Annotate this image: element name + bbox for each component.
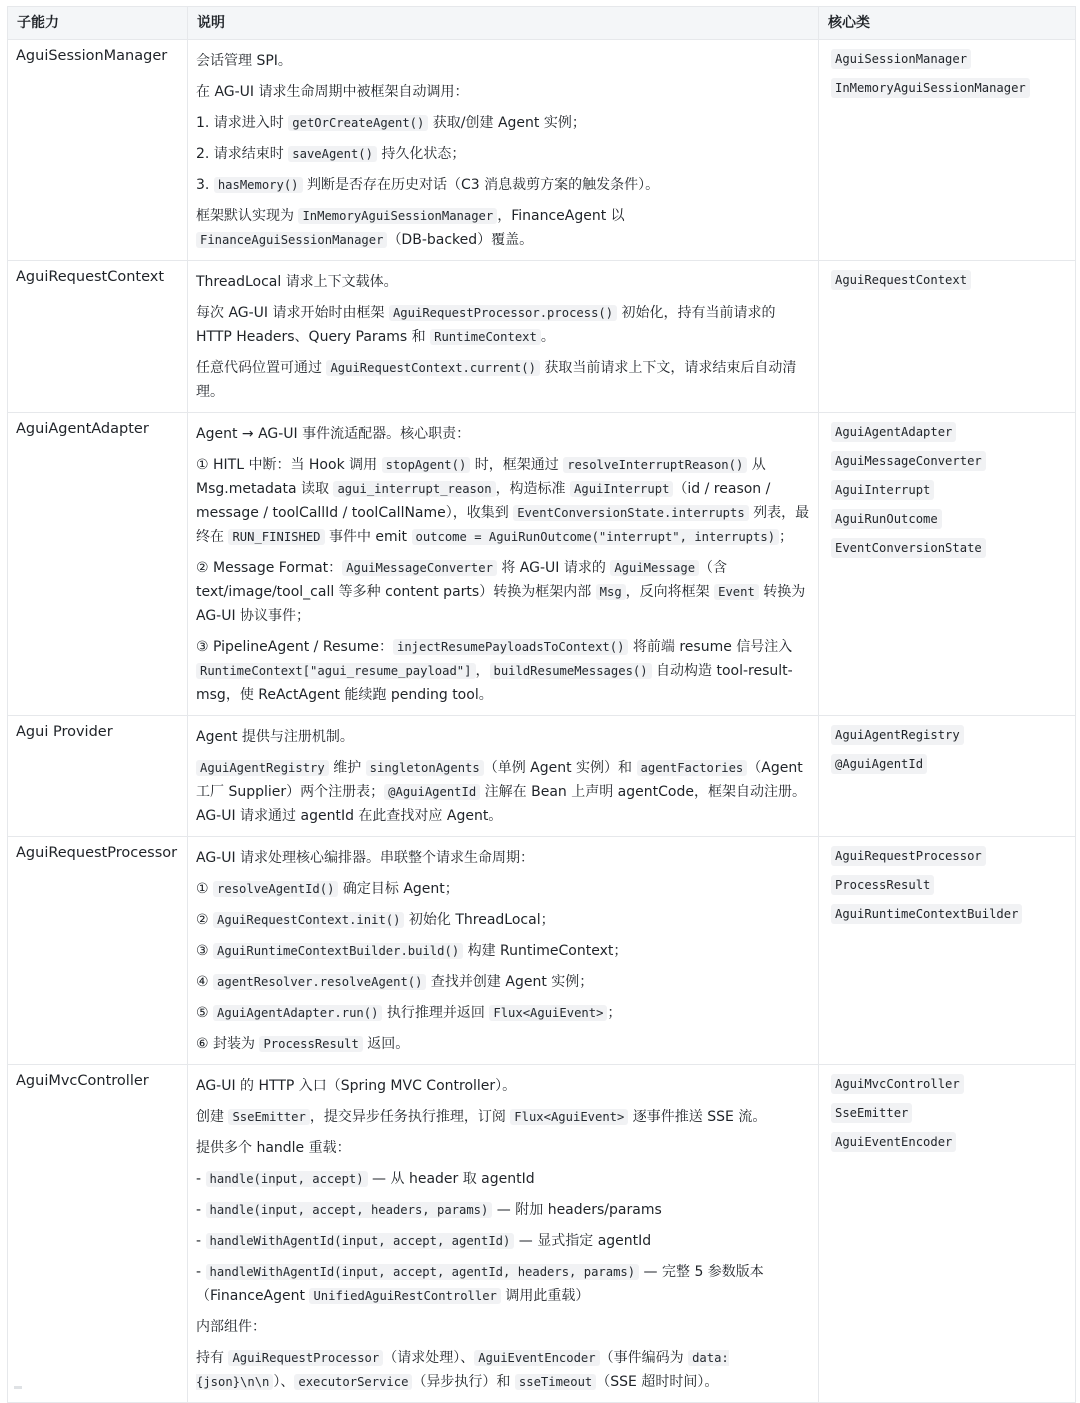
inline-code: RuntimeContext["agui_resume_payload"] — [196, 663, 476, 679]
description-paragraph: 任意代码位置可通过 AguiRequestContext.current() 获取当前请求上下文，请求结束后自动清理。 — [196, 360, 797, 400]
inline-code: sseTimeout — [515, 1374, 596, 1390]
inline-code: UnifiedAguiRestController — [309, 1288, 500, 1304]
inline-code: Flux<AguiEvent> — [489, 1005, 607, 1021]
inline-code: AguiMessageConverter — [342, 560, 497, 576]
table-row — [8, 413, 1076, 716]
inline-code: singletonAgents — [366, 760, 484, 776]
description-paragraph: - handleWithAgentId(input, accept, agentId) — 显式指定 agentId — [196, 1233, 652, 1249]
header-description: 说明 — [188, 7, 819, 40]
table-header-row — [8, 7, 1076, 40]
description-paragraph: Agent 提供与注册机制。 — [196, 729, 354, 745]
capability-description — [188, 40, 819, 261]
description-paragraph: ③ AguiRuntimeContextBuilder.build() 构建 RuntimeContext； — [196, 943, 628, 959]
inline-code: AguiMessage — [610, 560, 699, 576]
inline-code: Flux<AguiEvent> — [510, 1109, 628, 1125]
description-paragraph: 提供多个 handle 重载： — [196, 1140, 351, 1156]
inline-code: Event — [714, 584, 759, 600]
core-class-code: @AguiAgentId — [831, 754, 927, 774]
inline-code: AguiRequestContext.current() — [326, 360, 539, 376]
description-paragraph: ③ PipelineAgent / Resume： injectResumePayloadsToContext() 将前端 resume 信号注入 RuntimeContext["agui_resume_payload"] ， buildResumeMessages() 自动构造 tool-result-msg，使 ReActAgent 能续跑 pending tool。 — [196, 639, 793, 703]
core-classes-cell — [819, 40, 1076, 261]
core-class-code: AguiAgentRegistry — [831, 725, 964, 745]
inline-code: RUN_FINISHED — [228, 529, 324, 545]
description-paragraph: Agent → AG-UI 事件流适配器。核心职责： — [196, 426, 471, 442]
description-paragraph: ② Message Format： AguiMessageConverter 将 AG-UI 请求的 AguiMessage （含 text/image/tool_call 等多种 content parts）转换为框架内部 Msg ，反向将框架 Event 转换为 AG-UI 协议事件； — [196, 560, 806, 624]
inline-code: Msg — [596, 584, 626, 600]
description-paragraph: ⑥ 封装为 ProcessResult 返回。 — [196, 1036, 410, 1052]
core-classes-cell — [819, 1065, 1076, 1403]
core-class-code: AguiRequestContext — [831, 270, 971, 290]
inline-code: RuntimeContext — [430, 329, 541, 345]
inline-code: AguiAgentAdapter.run() — [213, 1005, 382, 1021]
description-paragraph: ④ agentResolver.resolveAgent() 查找并创建 Agent 实例； — [196, 974, 594, 990]
inline-code: AguiRequestContext.init() — [213, 912, 404, 928]
inline-code: resolveInterruptReason() — [563, 457, 747, 473]
inline-code: InMemoryAguiSessionManager — [298, 208, 497, 224]
description-paragraph: 每次 AG-UI 请求开始时由框架 AguiRequestProcessor.process() 初始化，持有当前请求的 HTTP Headers、Query Params 和 RuntimeContext 。 — [196, 305, 776, 345]
core-class-code: AguiMvcController — [831, 1074, 964, 1094]
core-class-code: AguiInterrupt — [831, 480, 934, 500]
inline-code: AguiRequestProcessor — [228, 1350, 383, 1366]
header-capability: 子能力 — [8, 7, 188, 40]
inline-code: injectResumePayloadsToContext() — [393, 639, 628, 655]
inline-code: buildResumeMessages() — [490, 663, 652, 679]
inline-code: getOrCreateAgent() — [288, 115, 428, 131]
core-classes-cell — [819, 261, 1076, 413]
description-paragraph: AG-UI 请求处理核心编排器。串联整个请求生命周期： — [196, 850, 535, 866]
inline-code: handleWithAgentId(input, accept, agentId) — [206, 1233, 515, 1249]
capability-description — [188, 1065, 819, 1403]
inline-code: stopAgent() — [382, 457, 471, 473]
core-class-code: EventConversionState — [831, 538, 986, 558]
core-class-code: AguiMessageConverter — [831, 451, 986, 471]
inline-code: executorService — [294, 1374, 412, 1390]
capability-description — [188, 413, 819, 716]
core-classes-cell — [819, 413, 1076, 716]
core-class-code: AguiRequestProcessor — [831, 846, 986, 866]
inline-code: handle(input, accept, headers, params) — [206, 1202, 493, 1218]
description-paragraph: ThreadLocal 请求上下文载体。 — [196, 274, 398, 290]
table-row — [8, 40, 1076, 261]
inline-code: FinanceAguiSessionManager — [196, 232, 387, 248]
description-paragraph: ① HITL 中断：当 Hook 调用 stopAgent() 时，框架通过 resolveInterruptReason() 从 Msg.metadata 读取 agui_interrupt_reason ，构造标准 AguiInterrupt （id / reason / message / toolCallId / toolCallName），收集到 EventConversionState.interrupts 列表，最终在 RUN_FINISHED 事件中 emit outcome = AguiRunOutcome("interrupt", interrupts) ； — [196, 457, 810, 545]
core-class-code: AguiRuntimeContextBuilder — [831, 904, 1022, 924]
inline-code: AguiRuntimeContextBuilder.build() — [213, 943, 463, 959]
inline-code: handleWithAgentId(input, accept, agentId, headers, params) — [206, 1264, 640, 1280]
core-classes-cell — [819, 837, 1076, 1065]
description-paragraph: ⑤ AguiAgentAdapter.run() 执行推理并返回 Flux<AguiEvent> ； — [196, 1005, 622, 1021]
inline-code: agentResolver.resolveAgent() — [213, 974, 426, 990]
capability-description — [188, 261, 819, 413]
inline-code: data: {json}\n\n — [196, 1351, 729, 1389]
capability-description — [188, 837, 819, 1065]
table-row — [8, 1065, 1076, 1403]
core-class-code: ProcessResult — [831, 875, 934, 895]
description-paragraph: AguiAgentRegistry 维护 singletonAgents （单例 Agent 实例）和 agentFactories （Agent 工厂 Supplier）两个注册表； @AguiAgentId 注解在 Bean 上声明 agentCode，框架自动注册。AG-UI 请求通过 agentId 在此查找对应 Agent。 — [196, 760, 806, 824]
table-row — [8, 716, 1076, 837]
description-paragraph: 持有 AguiRequestProcessor （请求处理）、 AguiEventEncoder （事件编码为 data: {json}\n\n ）、 executorService （异步执行）和 sseTimeout （SSE 超时时间）。 — [196, 1350, 729, 1390]
description-paragraph: 会话管理 SPI。 — [196, 53, 292, 69]
inline-code: @AguiAgentId — [384, 784, 480, 800]
inline-code: saveAgent() — [288, 146, 377, 162]
inline-code: AguiInterrupt — [570, 481, 673, 497]
inline-code: agentFactories — [637, 760, 748, 776]
capability-description — [188, 716, 819, 837]
inline-code: resolveAgentId() — [213, 881, 338, 897]
inline-code: agui_interrupt_reason — [333, 481, 495, 497]
description-paragraph: 创建 SseEmitter ，提交异步任务执行推理，订阅 Flux<AguiEvent> 逐事件推送 SSE 流。 — [196, 1109, 767, 1125]
inline-code: hasMemory() — [214, 177, 303, 193]
capability-name: AguiMvcController — [8, 1065, 188, 1403]
description-paragraph: - handle(input, accept, headers, params) — 附加 headers/params — [196, 1202, 662, 1218]
inline-code: AguiRequestProcessor.process() — [389, 305, 617, 321]
description-paragraph: 内部组件： — [196, 1319, 266, 1335]
core-class-code: AguiEventEncoder — [831, 1132, 956, 1152]
core-class-code: AguiAgentAdapter — [831, 422, 956, 442]
description-paragraph: ① resolveAgentId() 确定目标 Agent； — [196, 881, 459, 897]
capability-name: AguiRequestProcessor — [8, 837, 188, 1065]
table-row — [8, 261, 1076, 413]
scroll-edge-mark — [14, 1386, 22, 1389]
core-classes-cell — [819, 716, 1076, 837]
description-paragraph: 框架默认实现为 InMemoryAguiSessionManager ，FinanceAgent 以 FinanceAguiSessionManager （DB-backed）覆盖。 — [196, 208, 625, 248]
description-paragraph: ② AguiRequestContext.init() 初始化 ThreadLocal； — [196, 912, 555, 928]
table-body — [8, 40, 1076, 1403]
description-paragraph: - handle(input, accept) — 从 header 取 agentId — [196, 1171, 535, 1187]
description-paragraph: AG-UI 的 HTTP 入口（Spring MVC Controller）。 — [196, 1078, 517, 1094]
core-class-code: SseEmitter — [831, 1103, 912, 1123]
core-class-code: AguiSessionManager — [831, 49, 971, 69]
inline-code: handle(input, accept) — [206, 1171, 368, 1187]
core-class-code: InMemoryAguiSessionManager — [831, 78, 1030, 98]
core-class-code: AguiRunOutcome — [831, 509, 942, 529]
capability-name: AguiRequestContext — [8, 261, 188, 413]
description-paragraph: 在 AG-UI 请求生命周期中被框架自动调用： — [196, 84, 469, 100]
description-paragraph: 1. 请求进入时 getOrCreateAgent() 获取/创建 Agent 实例； — [196, 115, 586, 131]
capability-name: Agui Provider — [8, 716, 188, 837]
inline-code: SseEmitter — [228, 1109, 309, 1125]
description-paragraph: 2. 请求结束时 saveAgent() 持久化状态； — [196, 146, 466, 162]
inline-code: outcome = AguiRunOutcome("interrupt", interrupts) — [412, 529, 780, 545]
capability-name: AguiAgentAdapter — [8, 413, 188, 716]
inline-code: AguiAgentRegistry — [196, 760, 329, 776]
description-paragraph: - handleWithAgentId(input, accept, agentId, headers, params) — 完整 5 参数版本（FinanceAgent UnifiedAguiRestController 调用此重载） — [196, 1264, 764, 1304]
inline-code: EventConversionState.interrupts — [513, 505, 748, 521]
description-paragraph: 3. hasMemory() 判断是否存在历史对话（C3 消息裁剪方案的触发条件）。 — [196, 177, 660, 193]
capability-table — [7, 6, 1076, 1403]
inline-code: AguiEventEncoder — [474, 1350, 599, 1366]
table-row — [8, 837, 1076, 1065]
inline-code: ProcessResult — [259, 1036, 362, 1052]
capability-name: AguiSessionManager — [8, 40, 188, 261]
header-core-classes: 核心类 — [819, 7, 1076, 40]
